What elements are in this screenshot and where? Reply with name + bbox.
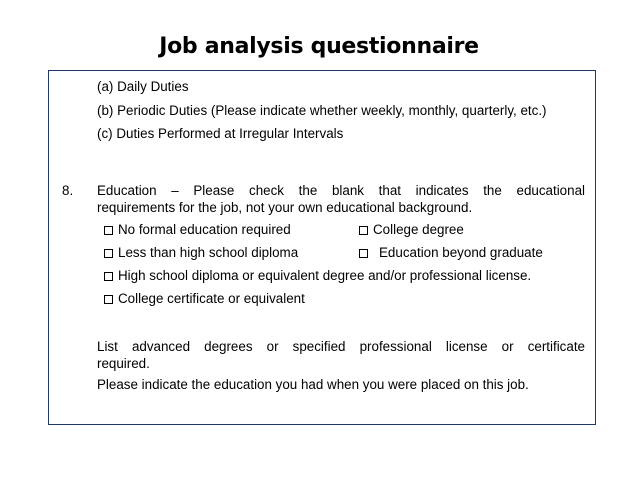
list-degrees-line2: required. [97, 356, 150, 371]
question-number: 8. [62, 183, 74, 198]
list-degrees-line1: List advanced degrees or specified professional license or certificate [97, 339, 585, 354]
option-college-cert[interactable] [104, 291, 305, 307]
option-college-degree[interactable] [359, 222, 464, 238]
option-hs-diploma[interactable] [104, 268, 531, 284]
option-less-than-hs[interactable] [104, 245, 298, 261]
education-prompt-line1: Education – Please check the blank that indicates the educational [97, 183, 585, 198]
option-beyond-graduate[interactable] [359, 245, 543, 261]
option-label: Education beyond graduate [379, 245, 543, 260]
option-no-formal[interactable] [104, 222, 291, 238]
duty-c: (c) Duties Performed at Irregular Intervals [97, 126, 344, 141]
option-label: High school diploma or equivalent degree and/or professional license. [118, 268, 532, 283]
option-label: College certificate or equivalent [118, 291, 305, 306]
checkbox[interactable] [104, 295, 113, 304]
page-title: Job analysis questionnaire [159, 34, 479, 59]
checkbox[interactable] [359, 226, 368, 235]
checkbox[interactable] [104, 272, 113, 281]
duty-a: (a) Daily Duties [97, 79, 189, 94]
option-label: No formal education required [118, 222, 291, 237]
checkbox[interactable] [104, 226, 113, 235]
checkbox[interactable] [104, 249, 113, 258]
education-prompt-line2: requirements for the job, not your own educational background. [97, 200, 473, 215]
indicate-education: Please indicate the education you had when you were placed on this job. [97, 377, 529, 392]
duty-b: (b) Periodic Duties (Please indicate whether weekly, monthly, quarterly, etc.) [97, 103, 547, 118]
option-label: Less than high school diploma [118, 245, 299, 260]
checkbox[interactable] [359, 249, 368, 258]
option-label: College degree [373, 222, 464, 237]
